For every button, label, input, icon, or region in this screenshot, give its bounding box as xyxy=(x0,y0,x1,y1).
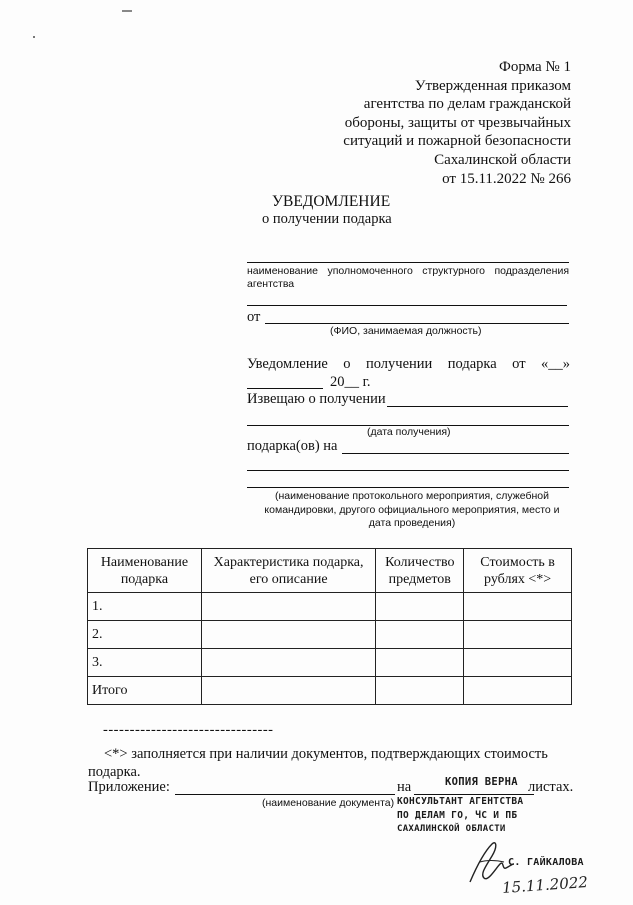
approval-line-1: Утвержденная приказом xyxy=(414,77,571,94)
event-caption-line-2: командировки, другого официального мероприятия, место и xyxy=(264,503,560,516)
stamp-line-3: ПО ДЕЛАМ ГО, ЧС И ПБ xyxy=(397,810,518,821)
header-cost: Стоимость в рублях <*> xyxy=(464,549,572,593)
inform-label: Извещаю о получении xyxy=(247,391,386,407)
table-cell xyxy=(201,649,375,677)
scan-artifact xyxy=(33,36,35,38)
event-caption xyxy=(247,490,577,531)
header-quantity: Количество предметов xyxy=(376,549,464,593)
signature-icon xyxy=(462,838,516,888)
date-caption: (дата получения) xyxy=(367,426,451,438)
from-line xyxy=(265,323,569,324)
table-cell xyxy=(376,593,464,621)
form-number: Форма № 1 xyxy=(499,59,571,75)
table-cell xyxy=(201,593,375,621)
footnote-separator: -------------------------------- xyxy=(103,722,274,738)
gifts-on-label: подарка(ов) на xyxy=(247,438,338,454)
notice-line: Уведомление о получении подарка от «__» xyxy=(247,356,570,372)
table-cell xyxy=(201,677,375,705)
stamp-date: 15.11.2022 xyxy=(501,873,589,897)
row-label: 1. xyxy=(88,593,202,621)
table-row xyxy=(88,621,572,649)
attachment-sheets: листах. xyxy=(528,779,574,795)
event-caption-line-3: дата проведения) xyxy=(368,517,456,529)
table-row xyxy=(88,677,572,705)
approval-line-3: обороны, защиты от чрезвычайных xyxy=(344,114,571,131)
table-cell xyxy=(464,677,572,705)
table-cell xyxy=(376,649,464,677)
row-label: Итого xyxy=(88,677,202,705)
addressee-line-2 xyxy=(247,305,567,306)
row-label: 2. xyxy=(88,621,202,649)
stamp-copy-true: КОПИЯ ВЕРНА xyxy=(445,776,518,788)
approval-line-4: ситуаций и пожарной безопасности xyxy=(343,133,571,150)
document-title: УВЕДОМЛЕНИЕ xyxy=(272,193,391,210)
attachment-caption: (наименование документа) xyxy=(262,797,395,809)
inform-line xyxy=(387,406,568,407)
event-caption-line-1: (наименование протокольного мероприятия, служебной xyxy=(274,490,549,502)
from-label: от xyxy=(247,309,261,325)
gifts-table xyxy=(87,548,572,705)
footnote-text: <*> заполняется при наличии документов, подтверждающих стоимость подарка. xyxy=(88,746,548,780)
attachment-line xyxy=(175,794,395,795)
notice-year: 20__ г. xyxy=(330,374,371,390)
table-header-row xyxy=(88,549,572,593)
from-caption: (ФИО, занимаемая должность) xyxy=(330,325,482,337)
event-line-1 xyxy=(247,470,569,471)
stamp-line-2: КОНСУЛЬТАНТ АГЕНТСТВА xyxy=(397,796,524,807)
table-cell xyxy=(464,621,572,649)
table-cell xyxy=(464,649,572,677)
addressee-line xyxy=(247,262,569,263)
stamp-signer-name: С. ГАЙКАЛОВА xyxy=(508,857,584,868)
table-row xyxy=(88,649,572,677)
attachment-sheets-line xyxy=(414,794,534,795)
row-label: 3. xyxy=(88,649,202,677)
table-cell xyxy=(464,593,572,621)
stamp-line-4: САХАЛИНСКОЙ ОБЛАСТИ xyxy=(397,824,506,834)
event-line-2 xyxy=(247,487,569,488)
scan-artifact xyxy=(122,10,132,12)
header-gift-name: Наименование подарка xyxy=(88,549,202,593)
addressee-caption: наименование уполномоченного структурного подразделения агентства xyxy=(247,265,569,290)
table-cell xyxy=(376,621,464,649)
notice-date-line xyxy=(247,388,323,389)
attachment-on: на xyxy=(397,779,412,795)
table-cell xyxy=(201,621,375,649)
attachment-label: Приложение: xyxy=(88,779,170,795)
table-row xyxy=(88,593,572,621)
table-cell xyxy=(376,677,464,705)
approval-line-5: Сахалинской области xyxy=(434,151,571,168)
document-subtitle: о получении подарка xyxy=(262,211,392,227)
header-description: Характеристика подарка, его описание xyxy=(201,549,375,593)
gifts-on-line xyxy=(342,453,569,454)
approval-line-2: агентства по делам гражданской xyxy=(363,96,571,113)
approval-date: от 15.11.2022 № 266 xyxy=(442,170,571,187)
form-header xyxy=(343,58,571,188)
